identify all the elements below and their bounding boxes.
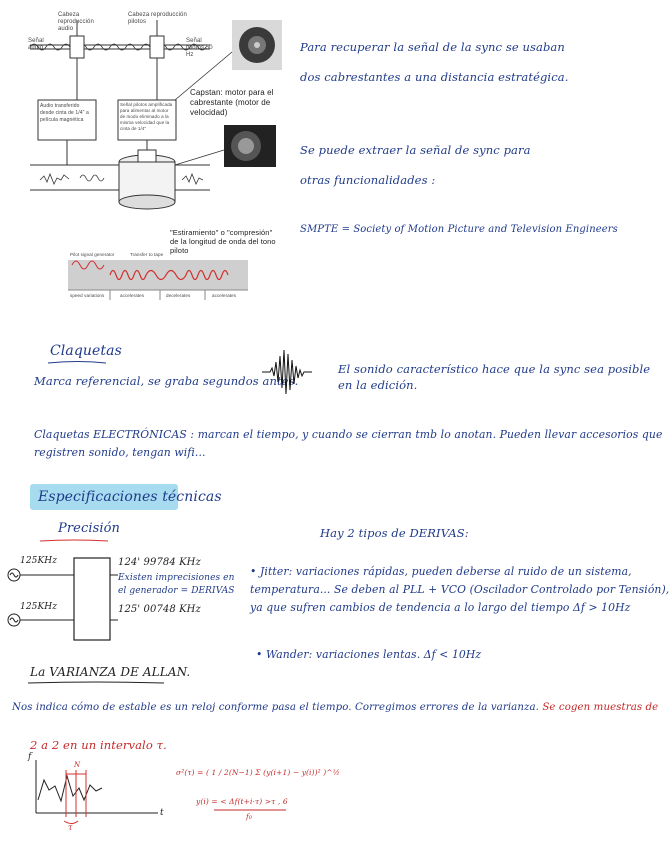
transfer-label: Transfer to tape	[130, 252, 164, 257]
precision-heading: Precisión	[58, 521, 121, 536]
claquetas-electronic-line1: Claquetas ELECTRÓNICAS : marcan el tiempo, y cuando se cierran tmb lo anotan. Pueden llevar accesorios que	[34, 428, 663, 441]
freq-out-2: 125' 00748 KHz	[118, 604, 201, 615]
audio-head-label: Cabeza reproducción audio	[58, 12, 94, 32]
allan-line1-blue: Nos indica cómo de estable es un reloj conforme pasa el tiempo. Corregimos errores de la varianza.	[12, 702, 539, 713]
graph-label-y: f	[28, 752, 32, 762]
accelerates-label-1: accelerates	[120, 293, 145, 298]
claquetas-heading: Claquetas	[50, 343, 122, 359]
specs-heading: Especificaciones técnicas	[38, 489, 222, 505]
decelerates-label: decelerates	[166, 293, 191, 298]
graph-label-tau: τ	[68, 823, 73, 832]
claquetas-line1: Marca referencial, se graba segundos antes.	[34, 374, 299, 388]
sync-system-diagram	[0, 0, 646, 220]
sync-note-line1: Para recuperar la señal de la sync se usaban	[300, 40, 565, 54]
pilot-amplified-label: Señal pilotos amplificada para alimentar al motor de modo eliminado a la misma velocidad que la cinta de 1/4"	[120, 102, 173, 131]
box-note-2: el generador = DERIVAS	[118, 586, 235, 596]
allan-line1-red: Se cogen muestras de	[542, 702, 659, 713]
wander-line: • Wander: variaciones lentas. Δf < 10Hz	[256, 648, 482, 661]
allan-formula-3: f₀	[246, 812, 252, 821]
audio-transferred-label: Audio transferido desde cinta de 1/4" a película magnética	[40, 103, 89, 123]
sync-note-line2: dos cabrestantes a una distancia estratégica.	[300, 70, 569, 84]
allan-line1	[12, 702, 658, 713]
speed-variations-label: speed variations	[70, 293, 105, 298]
jitter-line3: ya que sufren cambios de tendencia a lo largo del tiempo Δf > 10Hz	[250, 601, 631, 614]
capstan-caption: Capstan: motor para el cabrestante (motor de velocidad)	[190, 88, 274, 117]
freq-in-1: 125KHz	[20, 556, 58, 566]
claquetas-right-line1: El sonido característico hace que la sync sea posible	[338, 362, 651, 376]
claquetas-electronic-line2: registren sonido, tengan wifi...	[34, 446, 206, 459]
pilot-signal-label: Señal pilotos 50 Hz	[186, 38, 213, 58]
freq-in-2: 125KHz	[20, 602, 58, 612]
smpte-note: SMPTE = Society of Motion Picture and Television Engineers	[300, 224, 618, 235]
allan-heading: La VARIANZA DE ALLAN.	[30, 665, 191, 679]
claquetas-underline	[48, 360, 108, 366]
pilot-head-label: Cabeza reproducción pilotos	[128, 12, 187, 25]
accelerates-label-2: accelerates	[212, 293, 237, 298]
clap-waveform-icon	[262, 342, 312, 402]
allan-formula-2: y(i) = < Δf(t+i·τ) >τ , 6	[196, 797, 288, 806]
extract-note-line2: otras funcionalidades :	[300, 173, 436, 187]
box-note-1: Existen imprecisiones en	[118, 573, 235, 583]
jitter-line1: • Jitter: variaciones rápidas, pueden deberse al ruido de un sistema,	[250, 565, 632, 578]
allan-underline	[28, 680, 168, 686]
audio-signal-label: Señal audio	[28, 38, 44, 51]
allan-line2: 2 a 2 en un intervalo τ.	[30, 738, 167, 752]
freq-out-1: 124' 99784 KHz	[118, 557, 201, 568]
formula-fraction-bar	[214, 808, 294, 812]
pilot-generator-label: Pilot signal generator	[70, 252, 115, 257]
jitter-line2: temperatura... Se deben al PLL + VCO (Oscilador Controlado por Tensión),	[250, 583, 669, 596]
graph-label-n: N	[74, 761, 81, 769]
allan-formula-1: σ²(τ) = ( 1 / 2(N−1) Σ (y(i+1) − y(i))² )^½	[176, 768, 340, 777]
claquetas-right-line2: en la edición.	[338, 378, 418, 392]
graph-label-t: t	[160, 808, 164, 818]
extract-note-line1: Se puede extraer la señal de sync para	[300, 143, 531, 157]
allan-graph	[0, 755, 180, 835]
derivas-title: Hay 2 tipos de DERIVAS:	[320, 526, 469, 540]
wave-caption: "Estiramiento" o "compresión" de la longitud de onda del tono piloto	[170, 228, 276, 255]
